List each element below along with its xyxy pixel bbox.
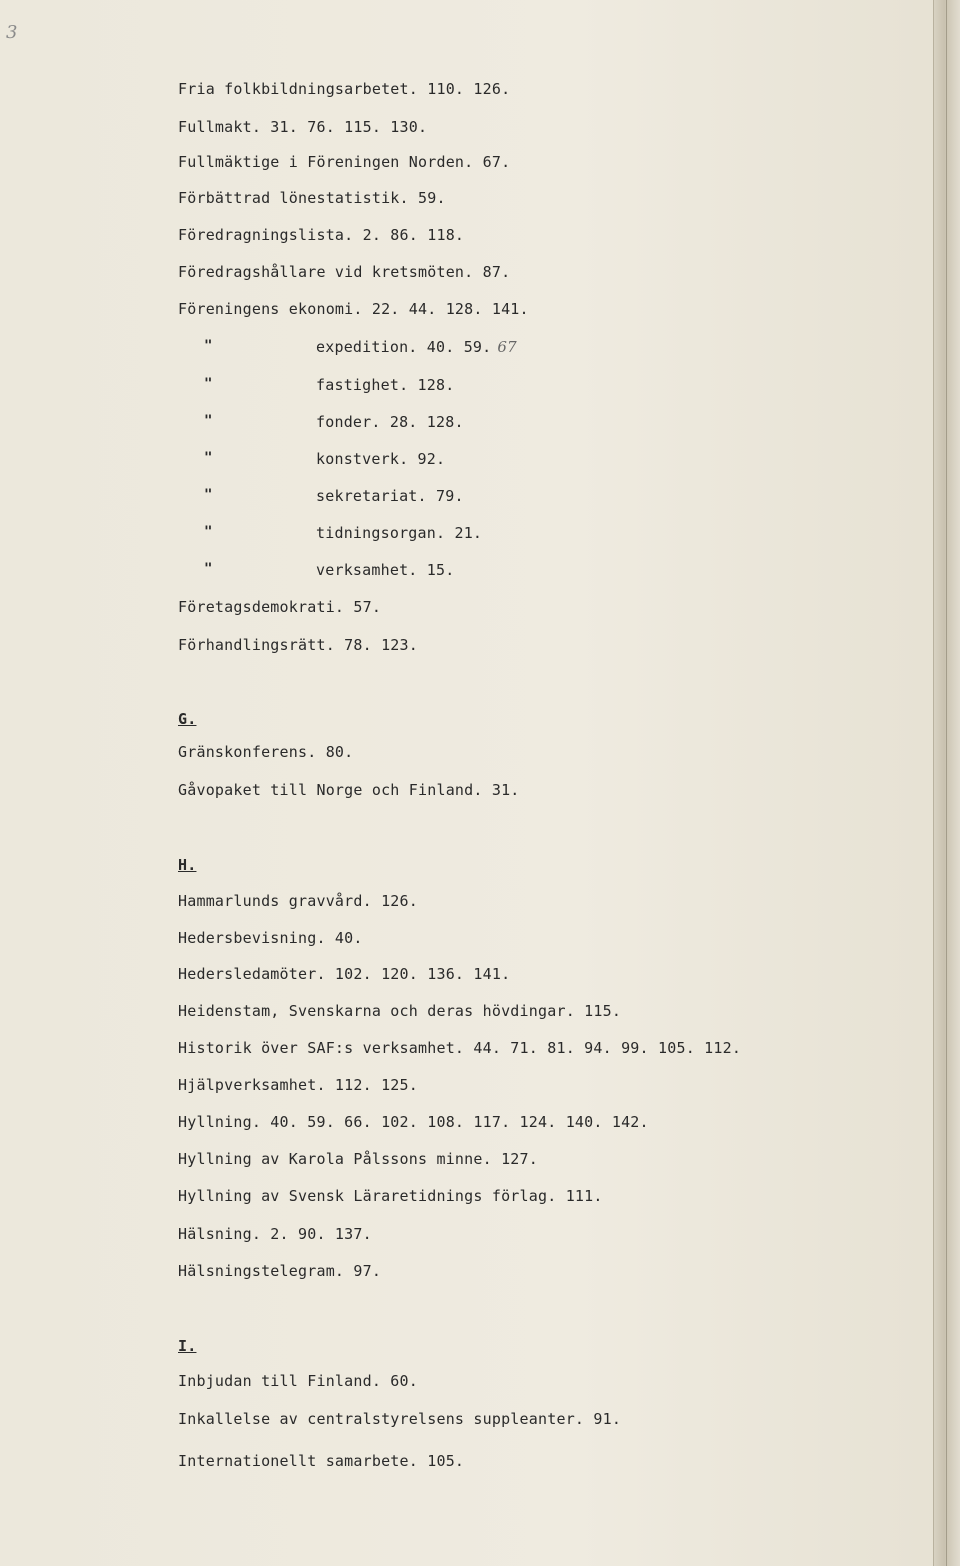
ditto-mark: " <box>204 561 213 577</box>
ditto-mark: " <box>204 413 213 429</box>
section-letter-g: G. <box>178 710 197 728</box>
page-binding-edge <box>933 0 960 1566</box>
index-entry: Gränskonferens. 80. <box>178 743 354 761</box>
index-entry: Förhandlingsrätt. 78. 123. <box>178 636 418 654</box>
index-subentry: fonder. 28. 128. <box>316 413 464 431</box>
index-entry: Heidenstam, Svenskarna och deras hövdingar. 115. <box>178 1002 622 1020</box>
ditto-mark: " <box>204 524 213 540</box>
index-entry: Gåvopaket till Norge och Finland. 31. <box>178 781 520 799</box>
index-subentry: verksamhet. 15. <box>316 561 455 579</box>
margin-note: 3 <box>6 22 18 43</box>
index-entry: Företagsdemokrati. 57. <box>178 598 382 616</box>
index-entry: Historik över SAF:s verksamhet. 44. 71. 81. 94. 99. 105. 112. <box>178 1039 742 1057</box>
index-entry: Hjälpverksamhet. 112. 125. <box>178 1076 418 1094</box>
index-entry: Fullmakt. 31. 76. 115. 130. <box>178 118 428 136</box>
index-entry: Fullmäktige i Föreningen Norden. 67. <box>178 153 511 171</box>
index-entry: Föreningens ekonomi. 22. 44. 128. 141. <box>178 300 529 318</box>
index-subentry <box>316 338 517 356</box>
index-subentry: fastighet. 128. <box>316 376 455 394</box>
index-entry: Föredragshållare vid kretsmöten. 87. <box>178 263 511 281</box>
index-entry: Hedersledamöter. 102. 120. 136. 141. <box>178 965 511 983</box>
ditto-mark: " <box>204 450 213 466</box>
ditto-mark: " <box>204 338 213 354</box>
index-entry: Hyllning. 40. 59. 66. 102. 108. 117. 124. 140. 142. <box>178 1113 649 1131</box>
ditto-mark: " <box>204 376 213 392</box>
index-entry: Inkallelse av centralstyrelsens suppleanter. 91. <box>178 1410 622 1428</box>
index-entry: Hyllning av Karola Pålssons minne. 127. <box>178 1150 538 1168</box>
index-entry: Hyllning av Svensk Läraretidnings förlag. 111. <box>178 1187 603 1205</box>
index-entry: Föredragningslista. 2. 86. 118. <box>178 226 465 244</box>
index-entry: Hälsning. 2. 90. 137. <box>178 1225 372 1243</box>
index-entry: Internationellt samarbete. 105. <box>178 1452 465 1470</box>
index-subentry: tidningsorgan. 21. <box>316 524 483 542</box>
handwritten-annotation: 67 <box>497 338 517 356</box>
index-entry: Inbjudan till Finland. 60. <box>178 1372 418 1390</box>
index-entry: Hammarlunds gravvård. 126. <box>178 892 418 910</box>
section-letter-i: I. <box>178 1337 197 1355</box>
index-entry: Förbättrad lönestatistik. 59. <box>178 189 446 207</box>
subentry-text: expedition. 40. 59. <box>316 338 492 356</box>
index-subentry: sekretariat. 79. <box>316 487 464 505</box>
index-subentry: konstverk. 92. <box>316 450 446 468</box>
index-entry: Hedersbevisning. 40. <box>178 929 363 947</box>
index-entry: Hälsningstelegram. 97. <box>178 1262 382 1280</box>
ditto-mark: " <box>204 487 213 503</box>
section-letter-h: H. <box>178 856 197 874</box>
index-entry: Fria folkbildningsarbetet. 110. 126. <box>178 80 511 98</box>
